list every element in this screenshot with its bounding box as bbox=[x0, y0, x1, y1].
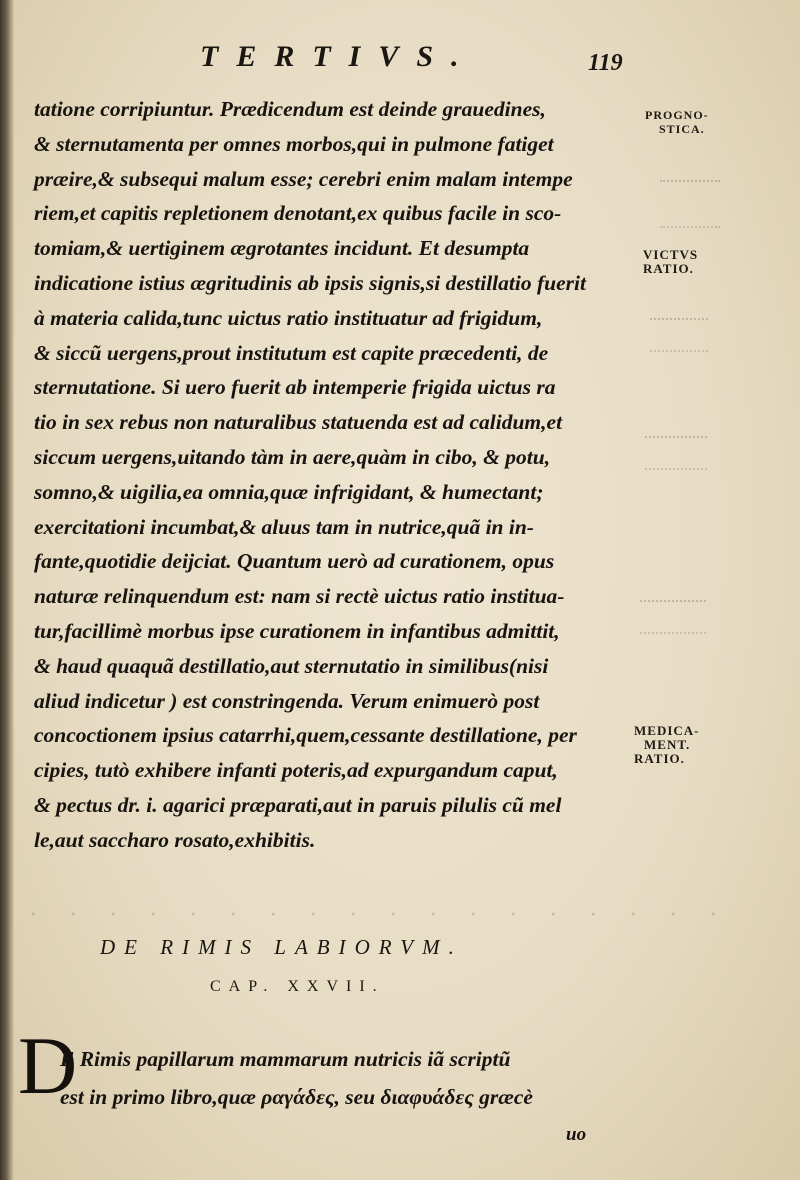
text-line: naturæ relinquendum est: nam si rectè uictus ratio institua- bbox=[34, 584, 565, 609]
page-number: 119 bbox=[588, 50, 623, 76]
bleed-through-mark bbox=[640, 600, 706, 634]
binding-gutter bbox=[0, 0, 14, 1180]
text-line: indicatione istius ægritudinis ab ipsis signis,si destillatio fuerit bbox=[34, 270, 586, 295]
text-line: riem,et capitis repletionem denotant,ex quibus facile in sco- bbox=[34, 201, 562, 226]
text-line: tatione corripiuntur. Prædicendum est deinde grauedines, bbox=[34, 97, 546, 121]
text-line: sternutatione. Si uero fuerit ab intemperie frigida uictus ra bbox=[34, 375, 556, 400]
body-text bbox=[34, 92, 634, 858]
margin-note-line: STICA. bbox=[659, 122, 705, 136]
text-line: tio in sex rebus non naturalibus statuenda est ad calidum,et bbox=[34, 410, 563, 435]
text-line: le,aut saccharo rosato,exhibitis. bbox=[34, 827, 316, 852]
text-line: tur,facillimè morbus ipse curationem in infantibus admittit, bbox=[34, 618, 560, 643]
drop-cap: D bbox=[18, 1020, 78, 1111]
text-line: tomiam,& uertiginem ægrotantes incidunt. Et desumpta bbox=[34, 236, 530, 261]
bleed-through-row: · · · · · · · · · · · · · · · · · · bbox=[30, 902, 730, 928]
text-line: siccum uergens,uitando tàm in aere,quàm in cibo, & potu, bbox=[34, 444, 551, 469]
margin-note-line: MENT. bbox=[644, 737, 691, 752]
text-line: & pectus dr. i. agarici præparati,aut in paruis pilulis cũ mel bbox=[34, 792, 562, 817]
bleed-through-mark bbox=[645, 436, 707, 470]
text-line: est in primo libro,quæ ραγάδες, seu διαφυάδες græcè bbox=[60, 1085, 533, 1109]
text-line: cipies, tutò exhibere infanti poteris,ad expurgandum caput, bbox=[34, 758, 558, 783]
margin-note-prognostica bbox=[645, 108, 709, 136]
margin-note-line: VICTVS bbox=[643, 247, 699, 262]
text-line: concoctionem ipsius catarrhi,quem,cessante destillatione, per bbox=[34, 723, 577, 748]
bleed-through-mark bbox=[650, 318, 708, 352]
text-line: & sternutamenta per omnes morbos,qui in pulmone fatiget bbox=[34, 131, 554, 156]
chapter-opening-text bbox=[60, 1040, 640, 1116]
margin-note-victus-ratio bbox=[643, 248, 698, 276]
catchword: uo bbox=[566, 1124, 587, 1145]
margin-note-line: PROGNO- bbox=[645, 108, 709, 122]
chapter-number: CAP. XXVII. bbox=[210, 978, 385, 995]
bleed-through-mark bbox=[660, 180, 720, 228]
text-line: præire,& subsequi malum esse; cerebri enim malam intempe bbox=[34, 166, 573, 191]
chapter-title: DE RIMIS LABIORVM. bbox=[100, 935, 463, 959]
text-line: aliud indicetur ) est constringenda. Verum enimuerò post bbox=[34, 688, 540, 713]
text-line: & haud quaquã destillatio,aut sternutatio in similibus(nisi bbox=[34, 653, 549, 678]
text-line: somno,& uigilia,ea omnia,quæ infrigidant, & humectant; bbox=[34, 479, 544, 504]
margin-note-line: RATIO. bbox=[643, 261, 694, 276]
text-line: fante,quotidie deijciat. Quantum uerò ad curationem, opus bbox=[34, 549, 555, 574]
margin-note-medicament-ratio bbox=[634, 724, 700, 766]
running-head: TERTIVS. bbox=[200, 40, 477, 73]
margin-note-line: RATIO. bbox=[634, 751, 685, 766]
text-line: à materia calida,tunc uictus ratio instituatur ad frigidum, bbox=[34, 305, 543, 330]
text-line: exercitationi incumbat,& aluus tam in nutrice,quã in in- bbox=[34, 514, 534, 539]
text-line: & siccũ uergens,prout institutum est capite præcedenti, de bbox=[34, 340, 549, 365]
text-line: E Rimis papillarum mammarum nutricis iã scriptũ bbox=[60, 1047, 511, 1071]
margin-note-line: MEDICA- bbox=[634, 723, 700, 738]
